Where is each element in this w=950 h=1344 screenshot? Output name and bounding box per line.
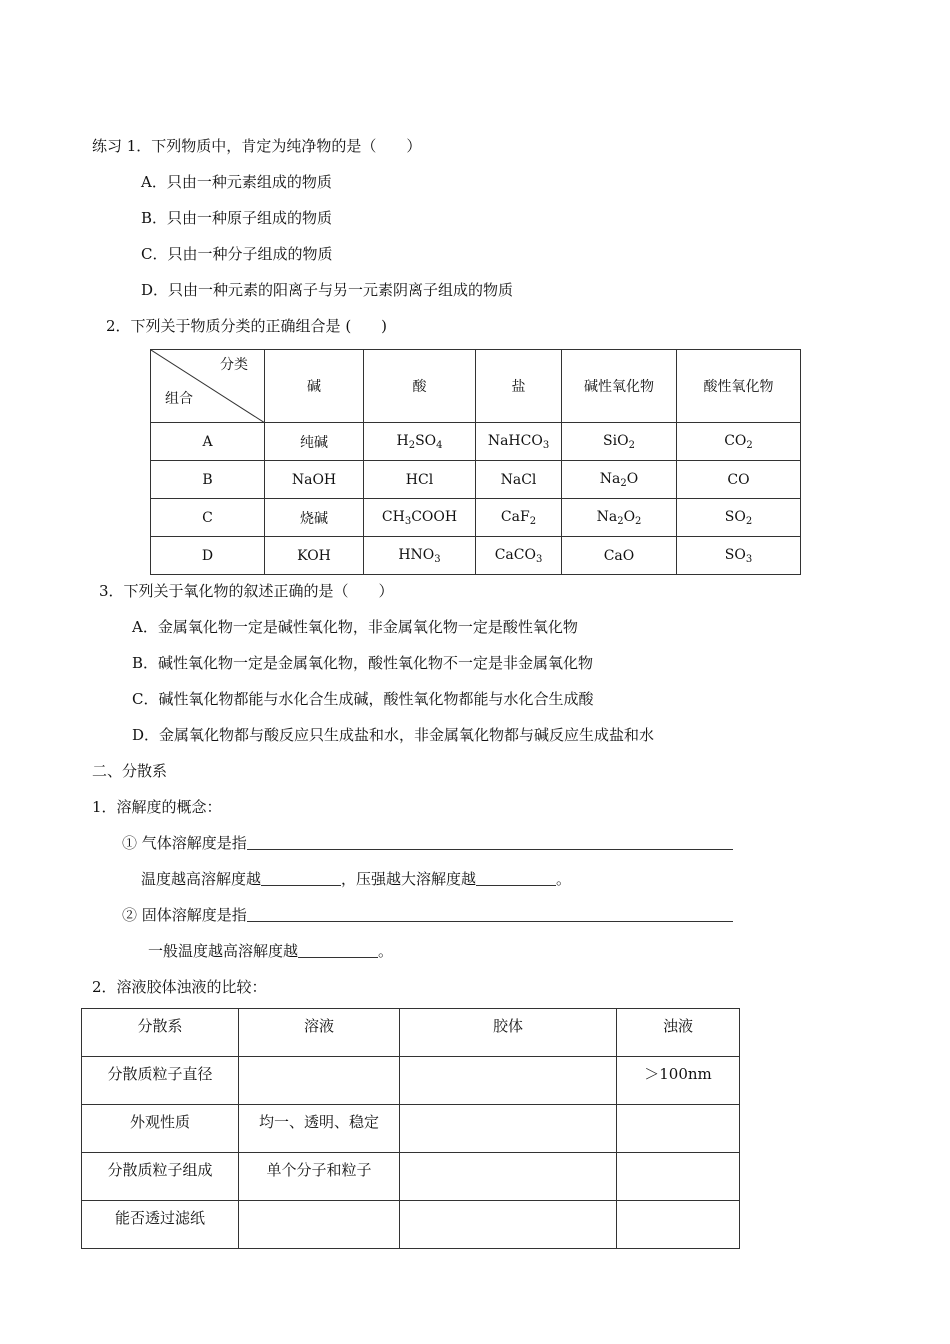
header-cell: 酸	[364, 350, 476, 423]
q1-option-c: C．只由一种分子组成的物质	[141, 245, 333, 263]
base-cell: 烧碱	[265, 499, 364, 537]
solution-cell: 单个分子和粒子	[239, 1153, 400, 1201]
q3-option-a: A．金属氧化物一定是碱性氧化物，非金属氧化物一定是酸性氧化物	[132, 618, 578, 636]
header-cell: 碱	[265, 350, 364, 423]
solid-definition-blank[interactable]	[247, 907, 733, 922]
q2-stem: 2．下列关于物质分类的正确组合是 ( )	[106, 317, 388, 335]
acidic-oxide-cell: $SO_2$	[677, 499, 801, 537]
row-label: 外观性质	[82, 1105, 239, 1153]
acidic-oxide-cell: $SO_3$	[677, 537, 801, 575]
salt-cell: NaCl	[476, 461, 562, 499]
salt-cell: CaCO$_3$	[476, 537, 562, 575]
solid-temp-blank[interactable]	[298, 943, 378, 958]
suspension-cell: ＞100nm	[617, 1057, 740, 1105]
solid-trend-line	[148, 941, 393, 961]
comparison-table	[81, 1008, 740, 1249]
solid-trend-text-a: 一般温度越高溶解度越	[148, 942, 299, 960]
acidic-oxide-cell: CO	[677, 461, 801, 499]
solution-cell[interactable]	[239, 1057, 400, 1105]
q1-option-b: B．只由一种原子组成的物质	[141, 209, 333, 227]
salt-cell: NaHCO$_3$	[476, 423, 562, 461]
diagonal-header-cell	[151, 350, 265, 423]
row-label: C	[151, 499, 265, 537]
header-cell: 胶体	[400, 1009, 617, 1057]
table-row	[151, 537, 801, 575]
suspension-cell[interactable]	[617, 1201, 740, 1249]
row-label: B	[151, 461, 265, 499]
gas-trend-text-a: 温度越高溶解度越	[141, 870, 262, 888]
basic-oxide-cell: CaO	[562, 537, 677, 575]
base-cell: 纯碱	[265, 423, 364, 461]
colloid-cell[interactable]	[400, 1105, 617, 1153]
solubility-title: 1．溶解度的概念：	[92, 798, 222, 816]
gas-trend-line	[141, 869, 571, 889]
gas-definition-blank[interactable]	[247, 835, 733, 850]
q1-option-d: D．只由一种元素的阳离子与另一元素阴离子组成的物质	[141, 281, 514, 299]
comparison-title: 2．溶液胶体浊液的比较：	[92, 978, 267, 996]
q3-option-d: D．金属氧化物都与酸反应只生成盐和水，非金属氧化物都与碱反应生成盐和水	[132, 726, 655, 744]
table-row	[82, 1201, 740, 1249]
gas-temp-blank[interactable]	[261, 871, 341, 886]
table-row	[151, 423, 801, 461]
row-label: 分散质粒子直径	[82, 1057, 239, 1105]
q3-option-b: B．碱性氧化物一定是金属氧化物，酸性氧化物不一定是非金属氧化物	[132, 654, 594, 672]
base-cell: NaOH	[265, 461, 364, 499]
table-row	[82, 1105, 740, 1153]
corner-bottom-label: 组合	[165, 391, 193, 407]
corner-top-label: 分类	[220, 357, 248, 373]
suspension-cell[interactable]	[617, 1105, 740, 1153]
acid-cell: HCl	[364, 461, 476, 499]
basic-oxide-cell: $Na_2O$	[562, 461, 677, 499]
row-label: 分散质粒子组成	[82, 1153, 239, 1201]
basic-oxide-cell: SiO$_2$	[562, 423, 677, 461]
acid-cell: $H_2SO_4$	[364, 423, 476, 461]
q1-stem: 练习 1．下列物质中，肯定为纯净物的是（ ）	[92, 137, 422, 155]
gas-trend-text-c: 。	[556, 870, 572, 888]
solution-cell[interactable]	[239, 1201, 400, 1249]
solid-solubility-line	[122, 905, 733, 925]
colloid-cell[interactable]	[400, 1153, 617, 1201]
salt-cell: CaF$_2$	[476, 499, 562, 537]
gas-trend-text-b: ，压强越大溶解度越	[341, 870, 477, 888]
gas-solubility-label: ① 气体溶解度是指	[122, 834, 247, 852]
table-row	[151, 499, 801, 537]
table-row	[82, 1153, 740, 1201]
acidic-oxide-cell: $CO_2$	[677, 423, 801, 461]
gas-pressure-blank[interactable]	[476, 871, 556, 886]
table-header-row	[151, 350, 801, 423]
basic-oxide-cell: $Na_2O_2$	[562, 499, 677, 537]
header-cell: 盐	[476, 350, 562, 423]
row-label: D	[151, 537, 265, 575]
suspension-cell[interactable]	[617, 1153, 740, 1201]
header-cell: 浊液	[617, 1009, 740, 1057]
acid-cell: $CH_3COOH$	[364, 499, 476, 537]
q3-option-c: C．碱性氧化物都能与水化合生成碱，酸性氧化物都能与水化合生成酸	[132, 690, 594, 708]
solid-solubility-label: ② 固体溶解度是指	[122, 906, 247, 924]
gas-solubility-line	[122, 833, 733, 853]
colloid-cell[interactable]	[400, 1057, 617, 1105]
q3-stem: 3．下列关于氧化物的叙述正确的是（ ）	[99, 582, 394, 600]
acid-cell: $HNO_3$	[364, 537, 476, 575]
table-row	[82, 1057, 740, 1105]
colloid-cell[interactable]	[400, 1201, 617, 1249]
row-label: 能否透过滤纸	[82, 1201, 239, 1249]
comparison-header-row	[82, 1009, 740, 1057]
solid-trend-text-b: 。	[378, 942, 394, 960]
classification-table	[150, 349, 801, 575]
header-cell: 分散系	[82, 1009, 239, 1057]
header-cell: 溶液	[239, 1009, 400, 1057]
solution-cell: 均一、透明、稳定	[239, 1105, 400, 1153]
q1-option-a: A．只由一种元素组成的物质	[141, 173, 332, 191]
header-cell: 酸性氧化物	[677, 350, 801, 423]
header-cell: 碱性氧化物	[562, 350, 677, 423]
row-label: A	[151, 423, 265, 461]
table-row	[151, 461, 801, 499]
base-cell: KOH	[265, 537, 364, 575]
section-heading: 二、分散系	[92, 762, 168, 780]
